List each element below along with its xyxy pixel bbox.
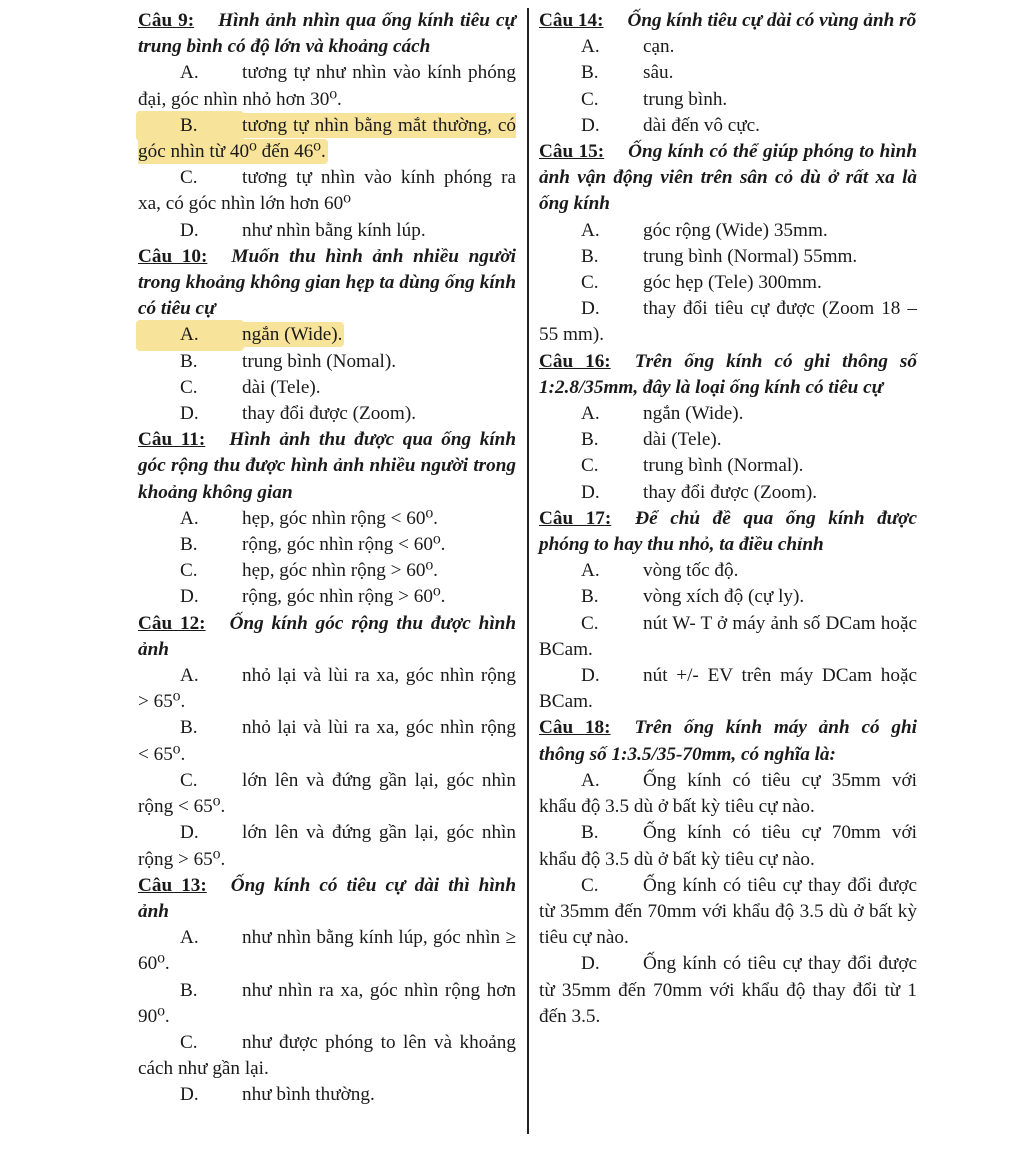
answer-option [138, 375, 516, 401]
option-letter: C. [581, 272, 599, 294]
answer-option [539, 427, 917, 453]
answer-option [539, 611, 917, 663]
option-text: góc rộng (Wide) 35mm. [643, 219, 828, 241]
option-letter: D. [180, 403, 199, 425]
question-number: Câu 11: [138, 429, 206, 451]
question-number: Câu 14: [539, 10, 604, 31]
option-letter: D. [581, 298, 600, 320]
question-text: Để chủ đề qua ống kính được phóng to hay thu nhỏ, ta điều chỉnh [539, 507, 917, 556]
question-number: Câu 15: [539, 141, 605, 163]
answer-option [539, 113, 917, 139]
option-letter: B. [180, 534, 198, 556]
answer-option-highlighted [138, 322, 516, 348]
question-number: Câu 18: [539, 717, 611, 739]
option-text: trung bình (Nomal). [242, 350, 397, 372]
option-text: góc hẹp (Tele) 300mm. [643, 272, 822, 294]
answer-option [138, 165, 516, 217]
option-text: tương tự nhìn vào kính phóng ra xa, có góc nhìn lớn hơn 60⁰ [138, 167, 516, 215]
option-letter: B. [581, 62, 599, 84]
option-text: hẹp, góc nhìn rộng > 60⁰. [242, 560, 438, 582]
answer-option [138, 978, 516, 1030]
answer-option [539, 401, 917, 427]
answer-option [138, 558, 516, 584]
option-text: dài (Tele). [643, 429, 722, 451]
option-text: lớn lên và đứng gần lại, góc nhìn rộng < 65⁰. [138, 769, 516, 818]
option-text: nút +/- EV trên máy DCam hoặc BCam. [539, 665, 917, 713]
option-letter: B. [581, 586, 599, 608]
option-text: Ống kính có tiêu cự 70mm với khẩu độ 3.5 dù ở bất kỳ tiêu cự nào. [539, 822, 917, 870]
option-text: tương tự như nhìn vào kính phóng đại, góc nhìn nhỏ hơn 30⁰. [138, 62, 516, 110]
option-letter: D. [180, 822, 199, 844]
option-letter: C. [180, 1031, 198, 1053]
option-text: dài (Tele). [242, 376, 321, 398]
option-letter: B. [581, 245, 599, 267]
answer-option [539, 218, 917, 244]
option-letter: B. [180, 350, 198, 372]
question-block [138, 244, 516, 427]
answer-option [539, 951, 917, 1030]
answer-option [539, 296, 917, 348]
question-number: Câu 9: [138, 10, 195, 31]
question-heading [138, 427, 516, 506]
option-text: rộng, góc nhìn rộng > 60⁰. [242, 586, 446, 608]
answer-option [539, 480, 917, 506]
option-text: ngắn (Wide). [242, 324, 343, 346]
answer-option [138, 532, 516, 558]
question-block [539, 139, 917, 349]
option-text: nút W- T ở máy ảnh số DCam hoặc BCam. [539, 612, 917, 660]
right-column [539, 8, 917, 1030]
option-letter: A. [581, 219, 600, 241]
question-block [138, 427, 516, 610]
question-block [539, 715, 917, 1029]
answer-option [539, 584, 917, 610]
option-text: ngắn (Wide). [643, 403, 744, 425]
option-text: sâu. [643, 62, 674, 84]
option-letter: C. [581, 455, 599, 477]
answer-option-highlighted [138, 113, 516, 165]
answer-option [138, 715, 516, 767]
answer-option [138, 60, 516, 112]
option-letter: C. [180, 769, 198, 791]
option-text: thay đổi được (Zoom). [643, 481, 818, 503]
column-divider [527, 8, 529, 1134]
question-text: Ống kính có thể giúp phóng to hình ảnh vận động viên trên sân cỏ dù ở rất xa là ống kính [539, 141, 917, 215]
question-block [138, 873, 516, 1109]
option-letter: B. [581, 822, 599, 844]
question-heading [539, 8, 917, 34]
question-number: Câu 16: [539, 350, 611, 372]
answer-option [138, 768, 516, 820]
option-text: thay đổi tiêu cự được (Zoom 18 – 55 mm). [539, 298, 917, 346]
option-letter: D. [581, 114, 600, 136]
option-text: trung bình (Normal). [643, 455, 804, 477]
option-letter: D. [180, 1084, 199, 1106]
question-heading [138, 244, 516, 323]
option-text: nhỏ lại và lùi ra xa, góc nhìn rộng > 65⁰. [138, 665, 516, 713]
option-text: như bình thường. [242, 1084, 375, 1106]
option-letter: C. [180, 167, 198, 189]
option-text: như nhìn bằng kính lúp. [242, 219, 426, 241]
option-text: Ống kính có tiêu cự 35mm với khẩu độ 3.5 dù ở bất kỳ tiêu cự nào. [539, 769, 917, 818]
question-text: Trên ống kính máy ảnh có ghi thông số 1:3.5/35-70mm, có nghĩa là: [539, 717, 917, 765]
option-text: rộng, góc nhìn rộng < 60⁰. [242, 534, 446, 556]
option-letter: D. [180, 219, 199, 241]
question-number: Câu 13: [138, 874, 207, 896]
option-letter: D. [581, 665, 600, 687]
option-letter: B. [138, 113, 242, 139]
answer-option [539, 60, 917, 86]
answer-option [539, 820, 917, 872]
answer-option [138, 506, 516, 532]
option-text: như nhìn bằng kính lúp, góc nhìn ≥ 60⁰. [138, 927, 516, 975]
question-block [138, 8, 516, 244]
option-letter: B. [180, 979, 198, 1001]
answer-option [539, 270, 917, 296]
question-text: Ống kính có tiêu cự dài thì hình ảnh [138, 874, 516, 922]
option-letter: C. [581, 874, 599, 896]
question-text: Ống kính tiêu cự dài có vùng ảnh rõ [627, 10, 917, 31]
question-block [539, 506, 917, 716]
answer-option [138, 584, 516, 610]
option-text: trung bình (Normal) 55mm. [643, 245, 858, 267]
option-letter: A. [581, 769, 600, 791]
option-letter: A. [138, 322, 242, 348]
question-text: Hình ảnh thu được qua ống kính góc rộng thu được hình ảnh nhiều người trong khoảng không gian [138, 429, 516, 503]
option-letter: A. [581, 403, 600, 425]
option-text: hẹp, góc nhìn rộng < 60⁰. [242, 507, 438, 529]
answer-option [138, 401, 516, 427]
option-letter: D. [581, 953, 600, 975]
question-block [539, 8, 917, 139]
option-letter: C. [581, 88, 599, 110]
option-text: Ống kính có tiêu cự thay đổi được từ 35mm đến 70mm với khẩu độ 3.5 dù ở bất kỳ tiêu cự nào. [539, 874, 917, 949]
option-text: vòng xích độ (cự ly). [643, 586, 805, 608]
option-text: trung bình. [643, 88, 728, 110]
question-text: Hình ảnh nhìn qua ống kính tiêu cự trung bình có độ lớn và khoảng cách [138, 10, 516, 58]
option-letter: A. [581, 36, 600, 58]
answer-option [539, 558, 917, 584]
question-heading [138, 611, 516, 663]
answer-option [539, 663, 917, 715]
answer-option [539, 34, 917, 60]
answer-option [539, 244, 917, 270]
option-letter: B. [180, 717, 198, 739]
option-text: cạn. [643, 36, 675, 58]
option-text: lớn lên và đứng gần lại, góc nhìn rộng > 65⁰. [138, 822, 516, 870]
question-number: Câu 12: [138, 612, 206, 634]
answer-option [539, 873, 917, 952]
option-letter: D. [581, 481, 600, 503]
option-letter: A. [180, 507, 199, 529]
option-text: dài đến vô cực. [643, 114, 760, 136]
option-letter: A. [180, 62, 199, 84]
question-block [539, 349, 917, 506]
answer-option [539, 87, 917, 113]
question-heading [539, 506, 917, 558]
option-letter: C. [180, 376, 198, 398]
answer-option [138, 1082, 516, 1108]
answer-option [539, 453, 917, 479]
question-text: Muốn thu hình ảnh nhiều người trong khoảng không gian hẹp ta dùng ống kính có tiêu cự [138, 245, 517, 320]
answer-option [138, 349, 516, 375]
option-letter: A. [180, 927, 199, 949]
answer-option [138, 218, 516, 244]
option-text: Ống kính có tiêu cự thay đổi được từ 35mm đến 70mm với khẩu độ thay đổi từ 1 đến 3.5. [539, 953, 917, 1027]
question-heading [138, 873, 516, 925]
left-column [138, 8, 516, 1109]
option-text: thay đổi được (Zoom). [242, 403, 417, 425]
answer-option [138, 1030, 516, 1082]
option-letter: C. [581, 612, 599, 634]
option-text: nhỏ lại và lùi ra xa, góc nhìn rộng < 65⁰. [138, 717, 516, 765]
answer-option [138, 663, 516, 715]
option-text: như được phóng to lên và khoảng cách như gần lại. [138, 1031, 516, 1080]
question-number: Câu 17: [539, 507, 612, 529]
question-block [138, 611, 516, 873]
option-text: tương tự nhìn bằng mắt thường, có góc nhìn từ 40⁰ đến 46⁰. [138, 114, 516, 163]
option-letter: B. [581, 429, 599, 451]
option-letter: A. [581, 560, 600, 582]
answer-option [539, 768, 917, 820]
question-heading [539, 349, 917, 401]
option-letter: A. [180, 665, 199, 687]
question-heading [539, 139, 917, 218]
answer-option [138, 925, 516, 977]
option-text: như nhìn ra xa, góc nhìn rộng hơn 90⁰. [138, 979, 516, 1027]
option-letter: C. [180, 560, 198, 582]
question-heading [539, 715, 917, 767]
option-letter: D. [180, 586, 199, 608]
answer-option [138, 820, 516, 872]
question-text: Trên ống kính có ghi thông số 1:2.8/35mm, đây là loại ống kính có tiêu cự [539, 350, 917, 398]
option-text: vòng tốc độ. [643, 560, 739, 582]
question-number: Câu 10: [138, 245, 208, 267]
question-text: Ống kính góc rộng thu được hình ảnh [138, 612, 517, 660]
question-heading [138, 8, 516, 60]
